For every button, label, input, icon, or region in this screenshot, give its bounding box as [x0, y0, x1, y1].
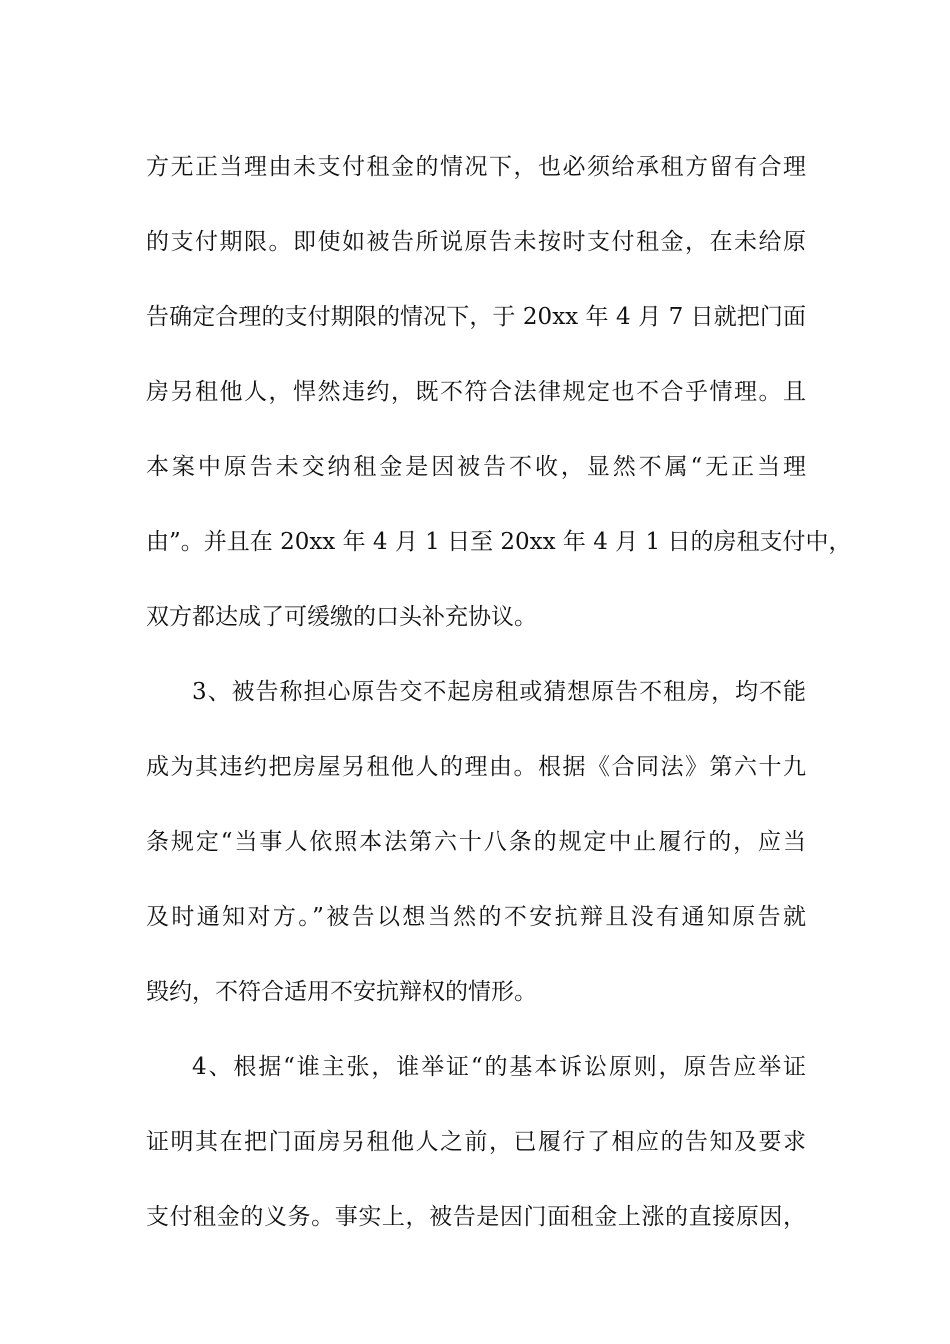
- text-line: 证明其在把门面房另租他人之前，已履行了相应的告知及要求: [146, 1129, 806, 1155]
- text-line: 的支付期限。即使如被告所说原告未按时支付租金，在未给原: [146, 229, 806, 255]
- paragraph-item-4: [146, 1030, 806, 1255]
- text-line: 毁约，不符合适用不安抗辩权的情形。: [146, 979, 537, 1005]
- text-line: 支付租金的义务。事实上，被告是因门面租金上涨的直接原因，: [146, 1204, 806, 1230]
- document-body: [146, 130, 852, 1255]
- text-line: 方无正当理由未支付租金的情况下，也必须给承租方留有合理: [146, 154, 806, 180]
- text-line: 4、根据“谁主张，谁举证“的基本诉讼原则，原告应举证: [192, 1054, 806, 1080]
- text-line: 本案中原告未交纳租金是因被告不收，显然不属“无正当理: [146, 454, 806, 480]
- text-line: 双方都达成了可缓缴的口头补充协议。: [146, 604, 537, 630]
- text-line: 由”。并且在 20xx 年 4 月 1 日至 20xx 年 4 月 1 日的房租支付中，: [146, 529, 852, 555]
- text-line: 及时通知对方。”被告以想当然的不安抗辩且没有通知原告就: [146, 904, 806, 930]
- text-line: 条规定“当事人依照本法第六十八条的规定中止履行的，应当: [146, 829, 806, 855]
- paragraph-continued: [146, 130, 852, 655]
- text-line: 告确定合理的支付期限的情况下，于 20xx 年 4 月 7 日就把门面: [146, 304, 806, 330]
- text-line: 3、被告称担心原告交不起房租或猜想原告不租房，均不能: [192, 679, 806, 705]
- text-line: 房另租他人，悍然违约，既不符合法律规定也不合乎情理。且: [146, 379, 806, 405]
- paragraph-item-3: [146, 655, 806, 1030]
- text-line: 成为其违约把房屋另租他人的理由。根据《合同法》第六十九: [146, 754, 806, 780]
